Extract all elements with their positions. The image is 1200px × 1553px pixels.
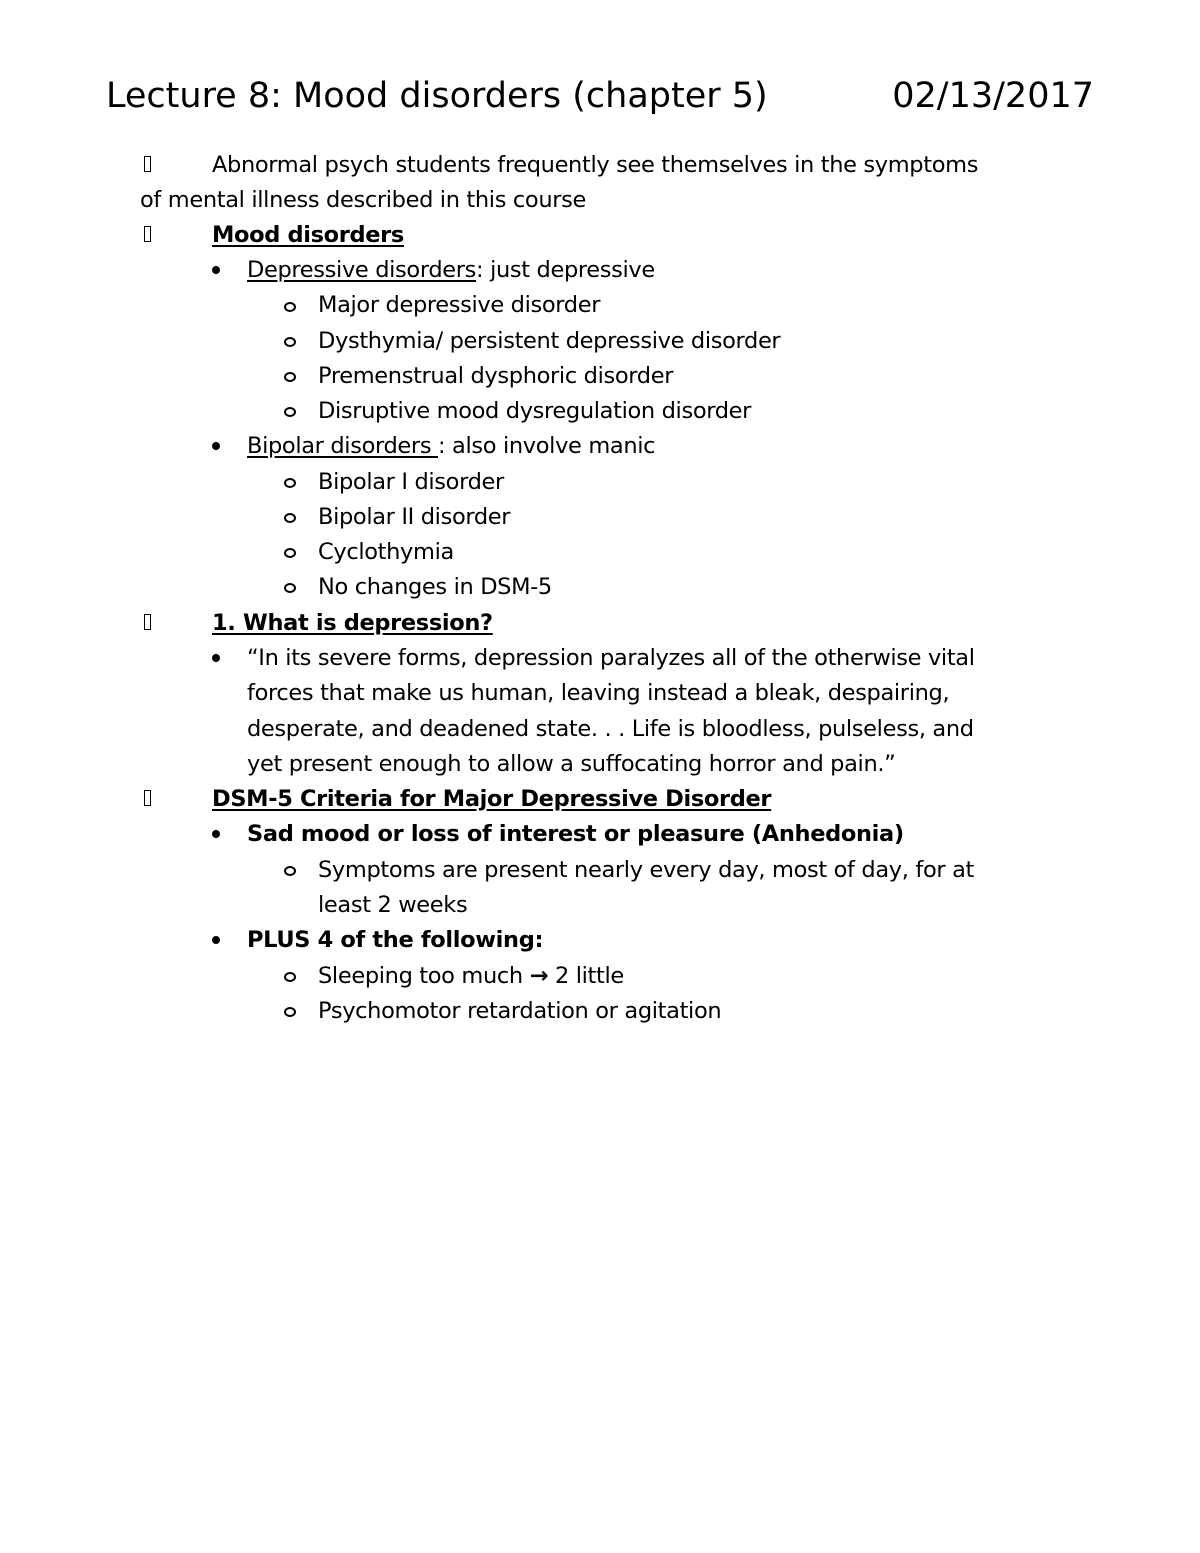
sad-mood-item: Sad mood or loss of interest or pleasure (Anhedonia) (247, 821, 904, 847)
bipolar-item: No changes in DSM-5 (318, 574, 552, 600)
bullet-circle-icon (284, 548, 296, 558)
mood-disorders-heading: Mood disorders (212, 222, 404, 248)
intro-line-1: Abnormal psych students frequently see themselves in the symptoms (212, 152, 979, 178)
intro-line-2: of mental illness described in this course (140, 187, 586, 213)
depressive-disorders-item (247, 253, 655, 288)
sleeping-item (318, 959, 624, 994)
depressive-item: Dysthymia/ persistent depressive disorder (318, 328, 781, 354)
depressive-disorders-desc: : just depressive (476, 257, 655, 283)
quote-line: yet present enough to allow a suffocating horror and pain.” (247, 751, 896, 777)
quote-line: forces that make us human, leaving instead a bleak, despairing, (247, 680, 950, 706)
bipolar-item: Bipolar I disorder (318, 469, 504, 495)
bullet-circle-icon (284, 972, 296, 982)
bullet-circle-icon (284, 1007, 296, 1017)
depressive-item: Premenstrual dysphoric disorder (318, 363, 674, 389)
bullet-circle-icon (284, 478, 296, 488)
depressive-item: Disruptive mood dysregulation disorder (318, 398, 752, 424)
bullet-circle-icon (284, 866, 296, 876)
bullet-circle-icon (284, 407, 296, 417)
sad-detail-line: least 2 weeks (318, 892, 468, 918)
psychomotor-item: Psychomotor retardation or agitation (318, 998, 722, 1024)
what-is-depression-heading: 1. What is depression? (212, 610, 493, 636)
bullet-box-icon (144, 614, 151, 630)
sad-detail-line: Symptoms are present nearly every day, most of day, for at (318, 857, 974, 883)
bullet-circle-icon (284, 513, 296, 523)
bullet-dot-icon (212, 936, 220, 944)
bipolar-item: Cyclothymia (318, 539, 454, 565)
bullet-circle-icon (284, 337, 296, 347)
arrow-right-icon: → (529, 963, 549, 989)
depressive-item: Major depressive disorder (318, 292, 601, 318)
bipolar-disorders-item (247, 429, 655, 464)
bullet-dot-icon (212, 830, 220, 838)
lecture-date: 02/13/2017 (892, 76, 1094, 116)
bullet-dot-icon (212, 654, 220, 662)
bullet-dot-icon (212, 442, 220, 450)
dsm-criteria-heading: DSM-5 Criteria for Major Depressive Disorder (212, 786, 772, 812)
bullet-dot-icon (212, 266, 220, 274)
bipolar-disorders-desc: : also involve manic (438, 433, 656, 459)
bullet-box-icon (144, 156, 151, 172)
quote-line: “In its severe forms, depression paralyzes all of the otherwise vital (247, 645, 975, 671)
bullet-circle-icon (284, 302, 296, 312)
bullet-box-icon (144, 226, 151, 242)
lecture-title: Lecture 8: Mood disorders (chapter 5) (106, 76, 768, 116)
quote-line: desperate, and deadened state. . . Life is bloodless, pulseless, and (247, 716, 974, 742)
bipolar-item: Bipolar II disorder (318, 504, 511, 530)
depressive-disorders-label: Depressive disorders (247, 257, 477, 283)
sleeping-text: Sleeping too much (318, 963, 530, 989)
bullet-circle-icon (284, 372, 296, 382)
plus-four-item: PLUS 4 of the following: (247, 927, 544, 953)
bullet-circle-icon (284, 583, 296, 593)
sleeping-text-end: 2 little (548, 963, 624, 989)
bullet-box-icon (144, 790, 151, 806)
page-title (106, 68, 1096, 124)
bipolar-disorders-label: Bipolar disorders (247, 433, 439, 459)
